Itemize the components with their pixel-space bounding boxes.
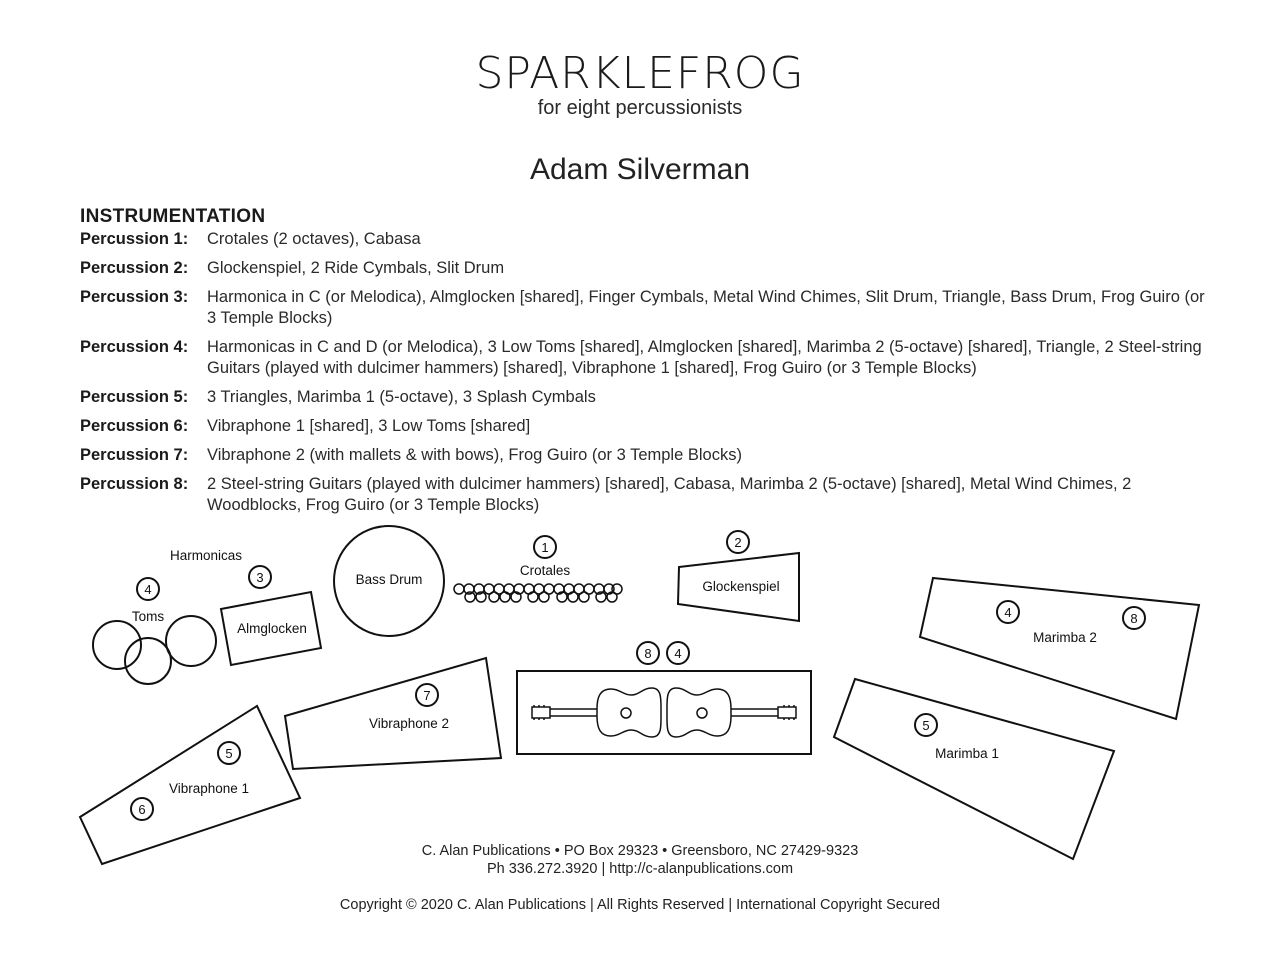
player-badge-8-guitars [637,642,659,664]
part-instruments: Vibraphone 2 (with mallets & with bows), Frog Guiro (or 3 Temple Blocks) [207,446,742,464]
player-badge-1-crotales [534,536,556,558]
svg-text:2: 2 [734,535,742,550]
tom-drum [93,621,141,669]
svg-text:8: 8 [644,646,652,661]
part-label: Percussion 1: [80,230,189,248]
part-instruments: Harmonicas in C and D (or Melodica), 3 Low Toms [shared], Almglocken [shared], Marimba 2 (5-octave) [shared], Triangle, 2 Steel-string Guitars (played with dulcimer hammers) [shared], Vibraphone 1 [shared], Frog Guiro (or 3 Temple Blocks) [207,338,1202,377]
harmonicas-label: Harmonicas [169,548,243,563]
bass-drum-label: Bass Drum [355,572,423,587]
svg-text:4: 4 [674,646,682,661]
tom-drum [166,616,216,666]
composer-name: Adam Silverman [529,153,751,186]
part-instruments: Crotales (2 octaves), Cabasa [207,230,421,248]
publisher-address: C. Alan Publications • PO Box 29323 • Greensboro, NC 27429-9323 [421,843,859,859]
player-badge-5-vibraphone-1 [218,742,240,764]
player-badge-4-marimba-2 [997,601,1019,623]
part-label: Percussion 5: [80,388,189,406]
player-badge-4-guitars [667,642,689,664]
vibraphone-2-frame [285,658,501,769]
vibraphone-1-label: Vibraphone 1 [168,781,250,796]
player-badge-5-marimba-1 [915,714,937,736]
svg-text:1: 1 [541,540,549,555]
svg-text:4: 4 [1004,605,1012,620]
vibraphone-2-label: Vibraphone 2 [368,716,450,731]
glockenspiel-label: Glockenspiel [702,579,780,594]
guitar-right-icon [667,688,796,737]
svg-text:7: 7 [423,688,431,703]
svg-text:8: 8 [1130,611,1138,626]
crotales-label: Crotales [519,563,571,578]
part-instruments: Harmonica in C (or Melodica), Almglocken [shared], Finger Cymbals, Metal Wind Chimes, Slit Drum, Triangle, Bass Drum, Frog Guiro (or 3 Temple Blocks) [207,288,1205,327]
publisher-contact: Ph 336.272.3920 | http://c-alanpublications.com [486,861,794,877]
part-label: Percussion 2: [80,259,189,277]
part-instruments: Vibraphone 1 [shared], 3 Low Toms [shared] [207,417,531,435]
player-badge-7-vibraphone-2 [416,684,438,706]
part-instruments: 3 Triangles, Marimba 1 (5-octave), 3 Splash Cymbals [207,388,596,406]
part-label: Percussion 4: [80,338,189,356]
svg-text:5: 5 [225,746,233,761]
marimba-1-label: Marimba 1 [935,746,999,761]
marimba-1-frame [834,679,1114,859]
guitars-table [517,671,811,754]
part-instruments: 2 Steel-string Guitars (played with dulcimer hammers) [shared], Cabasa, Marimba 2 (5-octave) [shared], Metal Wind Chimes, 2 Woodblocks, Frog Guiro (or 3 Temple Blocks) [207,475,1132,514]
guitar-left-icon [532,688,661,737]
player-badge-4-harmonicas [137,578,159,600]
almglocken-label: Almglocken [237,621,307,636]
piece-subtitle: for eight percussionists [537,97,743,119]
part-label: Percussion 8: [80,475,189,493]
toms-label: Toms [131,609,165,624]
piece-title: SPARKLEFROG [475,48,805,99]
part-label: Percussion 7: [80,446,189,464]
svg-text:3: 3 [256,570,264,585]
marimba-2-frame [920,578,1199,719]
tom-drum [125,638,171,684]
svg-text:4: 4 [144,582,152,597]
marimba-2-label: Marimba 2 [1033,630,1097,645]
player-badge-8-marimba-2 [1123,607,1145,629]
player-badge-6-vibraphone-1 [131,798,153,820]
part-label: Percussion 6: [80,417,189,435]
svg-text:6: 6 [138,802,146,817]
player-badge-3-almglocken [249,566,271,588]
svg-text:5: 5 [922,718,930,733]
player-badge-2-glockenspiel [727,531,749,553]
instrumentation-heading: INSTRUMENTATION [80,206,266,227]
part-instruments: Glockenspiel, 2 Ride Cymbals, Slit Drum [207,259,505,277]
copyright-notice: Copyright © 2020 C. Alan Publications | All Rights Reserved | International Copyright Secured [339,897,941,913]
crotales-discs [454,584,622,602]
part-label: Percussion 3: [80,288,189,306]
